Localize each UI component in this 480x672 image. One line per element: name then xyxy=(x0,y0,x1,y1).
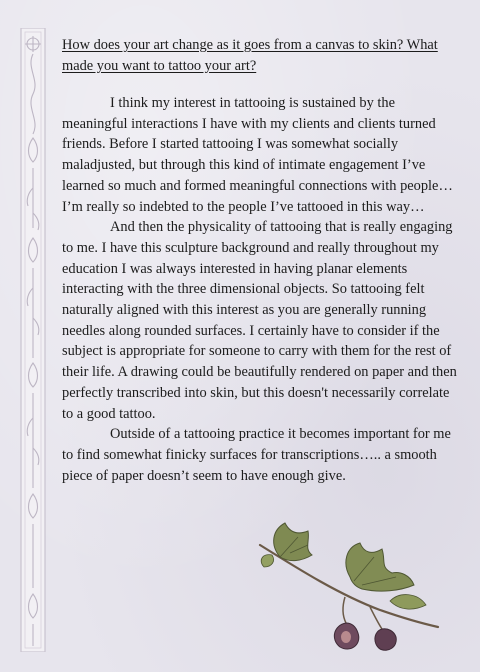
interview-answer xyxy=(62,93,464,486)
answer-paragraph: Outside of a tattooing practice it becomes important for me to find somewhat finicky surfaces for transcriptions….. a smooth piece of paper doesn’t seem to have enough give. xyxy=(62,426,451,484)
fig-branch-illustration-icon xyxy=(250,515,440,655)
answer-paragraph: I think my interest in tattooing is sustained by the meaningful interactions I have with my clients and clients turned friends. Before I started tattooing I was somewhat socially maladjusted, but through this kind of intimate engagement I’ve learned so much and formed meaningful connections with people… I’m really so indebted to the people I’ve tattooed in this way… xyxy=(62,95,453,215)
interview-question: How does your art change as it goes from a canvas to skin? What made you want to tattoo your art? xyxy=(62,37,438,74)
answer-paragraph: And then the physicality of tattooing that is really engaging to me. I have this sculpture background and really throughout my education I was always interested in having planar elements interacting with the three dimensional objects. So tattooing felt naturally aligned with this interest as you are generally running needles along rounded surfaces. I certainly have to consider if the subject is appropriate for someone to carry with them for the rest of their life. A drawing could be beautifully rendered on paper and then perfectly transcribed into skin, but this doesn't necessarily correlate to a good tattoo. xyxy=(62,219,457,422)
ornamental-vine-border-icon xyxy=(18,28,48,652)
